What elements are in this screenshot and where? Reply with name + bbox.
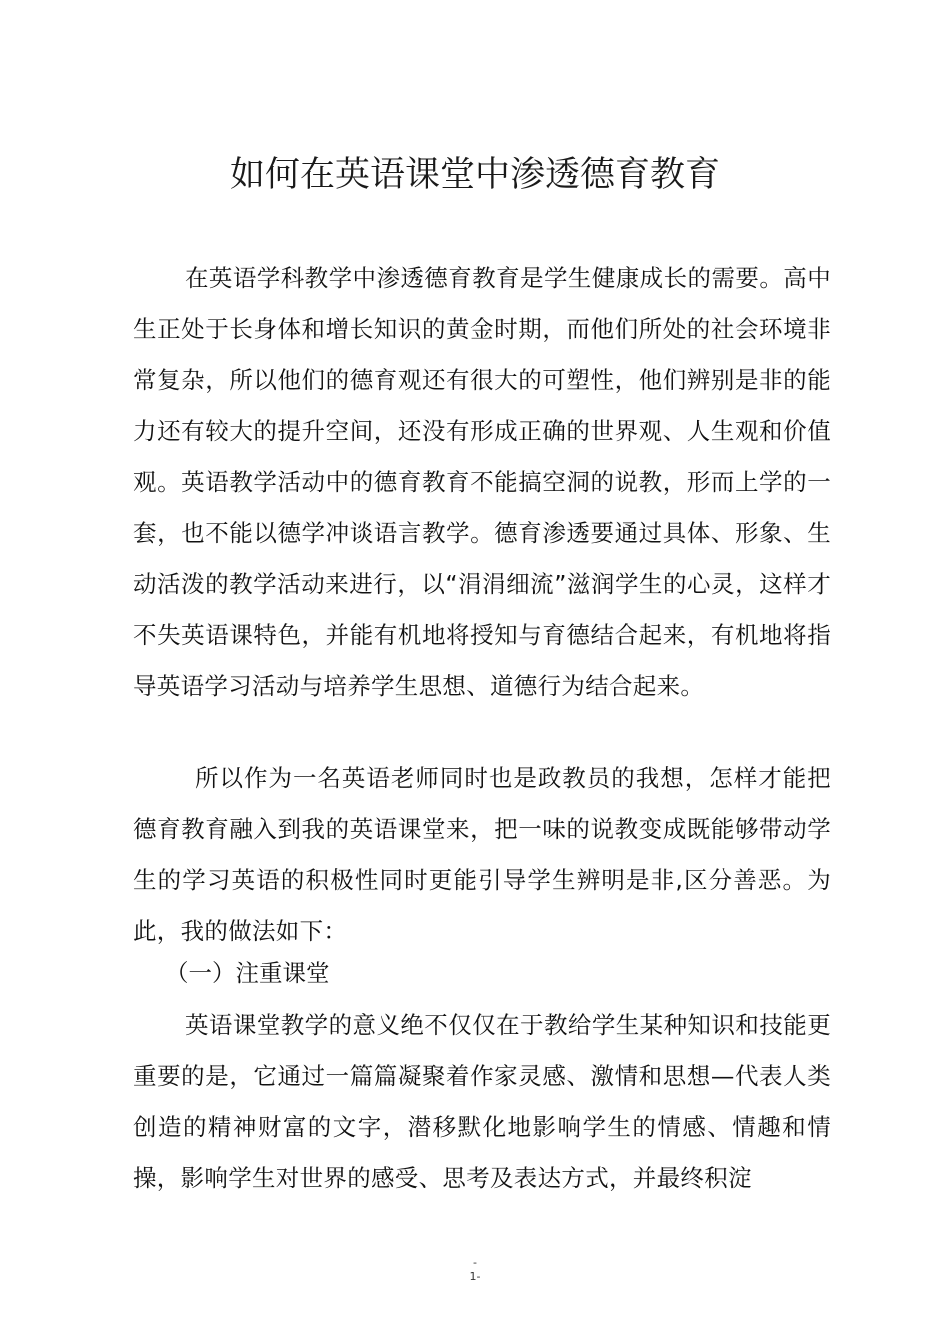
document-title: 如何在英语课堂中渗透德育教育: [229, 155, 720, 195]
paragraph-intro: 在英语学科教学中渗透德育教育是学生健康成长的需要。高中生正处于长身体和增长知识的黄金时期，而他们所处的社会环境非常复杂，所以他们的德育观还有很大的可塑性，他们辨别是非的能力还有较大的提升空间，还没有形成正确的世界观、人生观和价值观。英语教学活动中的德育教育不能搞空洞的说教，形而上学的一套，也不能以德学冲谈语言教学。德育渗透要通过具体、形象、生动活泼的教学活动来进行，以“涓涓细流”滋润学生的心灵，这样才不失英语课特色，并能有机地将授知与育德结合起来，有机地将指导英语学习活动与培养学生思想、道德行为结合起来。: [133, 264, 831, 700]
section-heading: （一）注重课堂: [165, 959, 330, 987]
paragraph-classroom: 英语课堂教学的意义绝不仅仅在于教给学生某种知识和技能更重要的是，它通过一篇篇凝聚着作家灵感、激情和思想—代表人类创造的精神财富的文字，潜移默化地影响学生的情感、情趣和情操，影响学生对世界的感受、思考及表达方式，并最终积淀: [133, 1011, 831, 1192]
page-footer: [0, 1256, 950, 1284]
paragraph-approach: 所以作为一名英语老师同时也是政教员的我想，怎样才能把德育教育融入到我的英语课堂来，把一味的说教变成既能够带动学生的学习英语的积极性同时更能引导学生辨明是非,区分善恶。为此，我的做法如下：: [133, 764, 831, 945]
footer-mark: -: [473, 1256, 477, 1269]
page-number: 1-: [469, 1270, 481, 1283]
